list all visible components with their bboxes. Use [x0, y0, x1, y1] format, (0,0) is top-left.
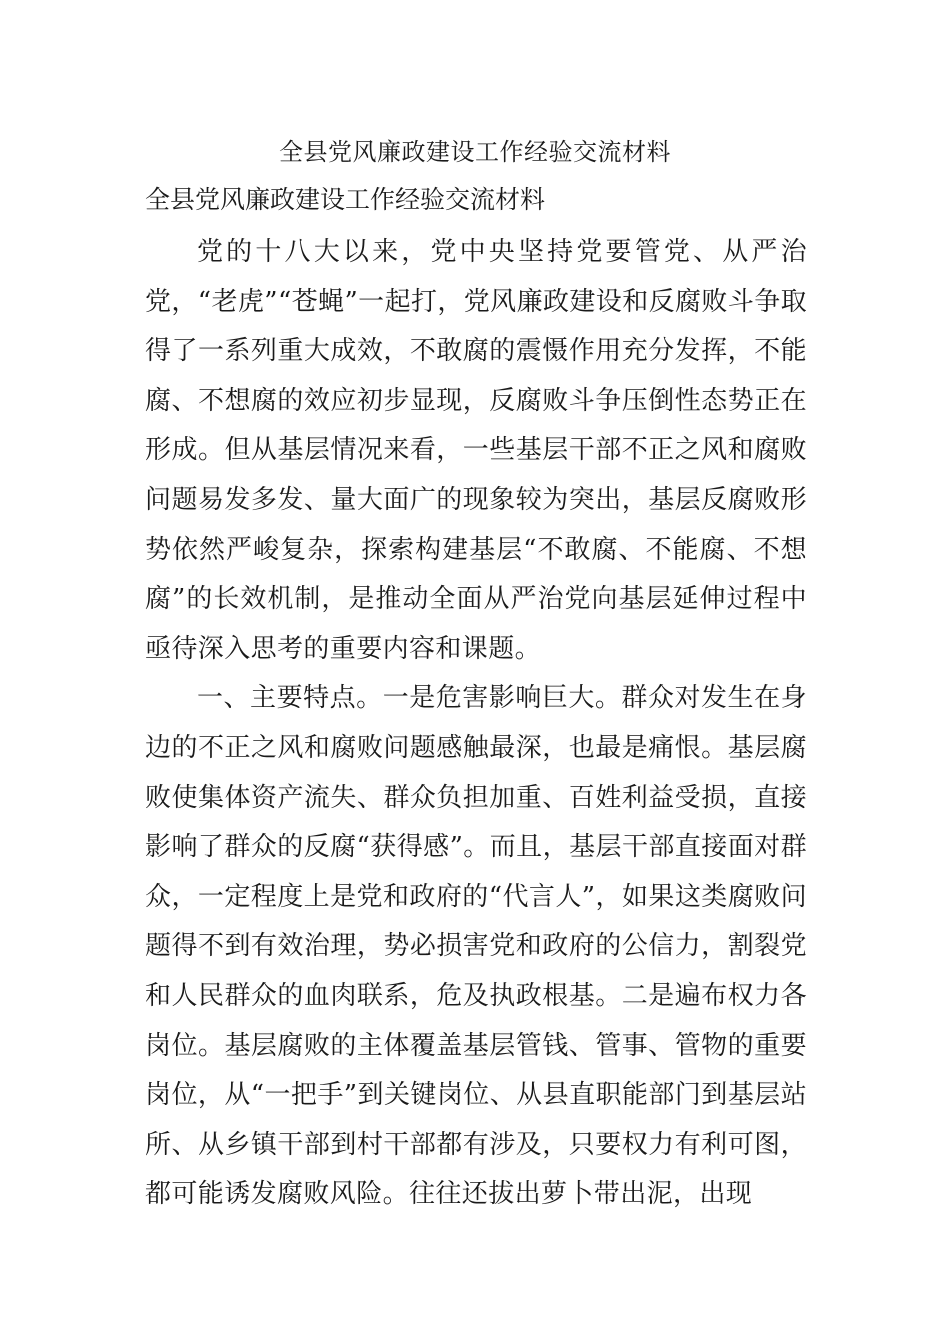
document-body — [145, 228, 807, 1220]
paragraph-main-features: 一、主要特点。一是危害影响巨大。群众对发生在身边的不正之风和腐败问题感触最深，也最是痛恨。基层腐败使集体资产流失、群众负担加重、百姓利益受损，直接影响了群众的反腐“获得感”。而且，基层干部直接面对群众，一定程度上是党和政府的“代言人”，如果这类腐败问题得不到有效治理，势必损害党和政府的公信力，割裂党和人民群众的血肉联系，危及执政根基。二是遍布权力各岗位。基层腐败的主体覆盖基层管钱、管事、管物的重要岗位，从“一把手”到关键岗位、从县直职能部门到基层站所、从乡镇干部到村干部都有涉及，只要权力有利可图，都可能诱发腐败风险。往往还拔出萝卜带出泥，出现 — [145, 683, 807, 1210]
paragraph-intro: 党的十八大以来，党中央坚持党要管党、从严治党，“老虎”“苍蝇”一起打，党风廉政建设和反腐败斗争取得了一系列重大成效，不敢腐的震慑作用充分发挥，不能腐、不想腐的效应初步显现，反腐败斗争压倒性态势正在形成。但从基层情况来看，一些基层干部不正之风和腐败问题易发多发、量大面广的现象较为突出，基层反腐败形势依然严峻复杂，探索构建基层“不敢腐、不能腐、不想腐”的长效机制，是推动全面从严治党向基层延伸过程中亟待深入思考的重要内容和课题。 — [145, 237, 807, 664]
document-subtitle: 全县党风廉政建设工作经验交流材料 — [145, 185, 546, 214]
document-title: 全县党风廉政建设工作经验交流材料 — [279, 138, 671, 166]
